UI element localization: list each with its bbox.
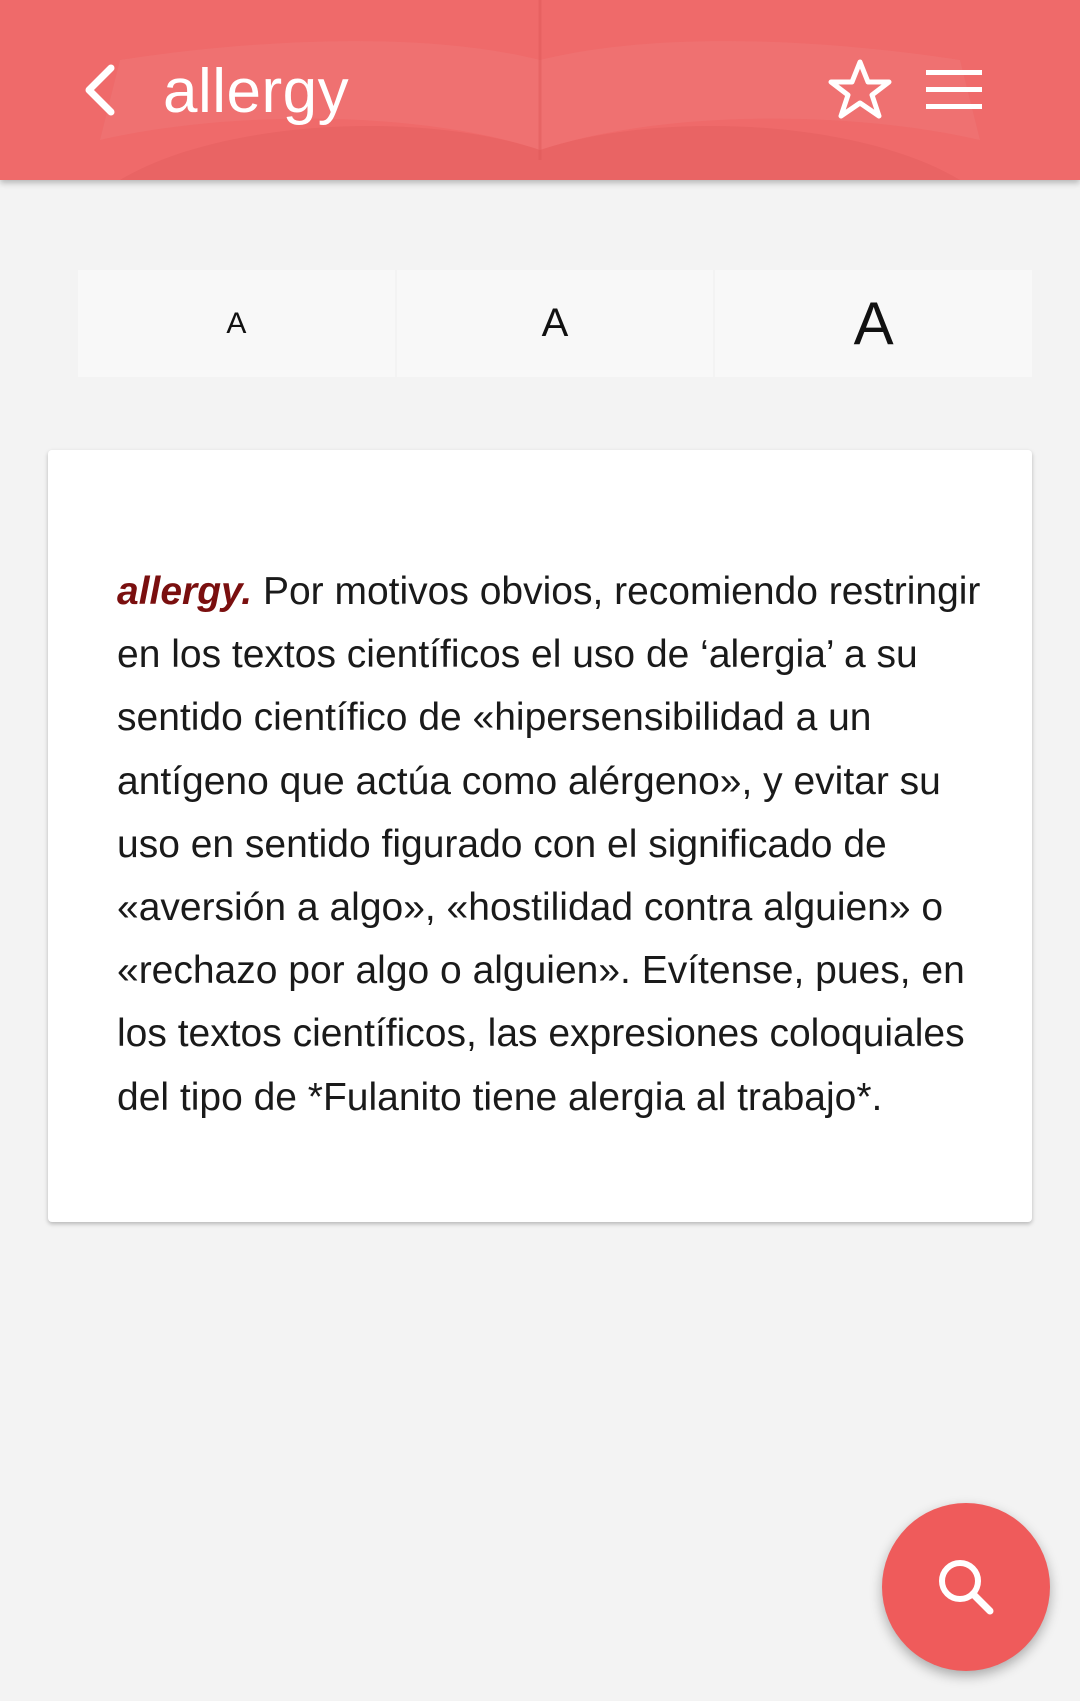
font-size-small-button[interactable]: A <box>78 270 395 377</box>
page-title: allergy <box>163 57 350 126</box>
definition-text <box>117 560 992 1129</box>
font-size-medium-button[interactable]: A <box>397 270 714 377</box>
menu-icon <box>926 68 982 112</box>
definition-body: Por motivos obvios, recomiendo restringir en los textos científicos el uso de ‘alergia’ a su sentido científico de «hipersensibilidad a un antígeno que actúa como alérgeno», y evitar su uso en sentido figurado con el significado de «aversión a algo», «hostilidad contra alguien» o «rechazo por algo o alguien». Evítense, pues, en los textos científicos, las expresiones coloquiales del tipo de *Fulanito tiene alergia al trabajo*. <box>117 570 981 1119</box>
search-icon <box>934 1555 998 1619</box>
back-button[interactable] <box>60 50 140 130</box>
menu-button[interactable] <box>914 50 994 130</box>
font-size-large-button[interactable]: A <box>715 270 1032 377</box>
search-button[interactable] <box>882 1503 1050 1671</box>
chevron-left-icon <box>75 60 125 120</box>
star-outline-icon <box>827 58 893 122</box>
headword: allergy. <box>117 570 253 613</box>
definition-card <box>48 450 1032 1222</box>
font-size-selector <box>78 270 1032 377</box>
app-bar <box>0 0 1080 180</box>
favorite-button[interactable] <box>820 50 900 130</box>
